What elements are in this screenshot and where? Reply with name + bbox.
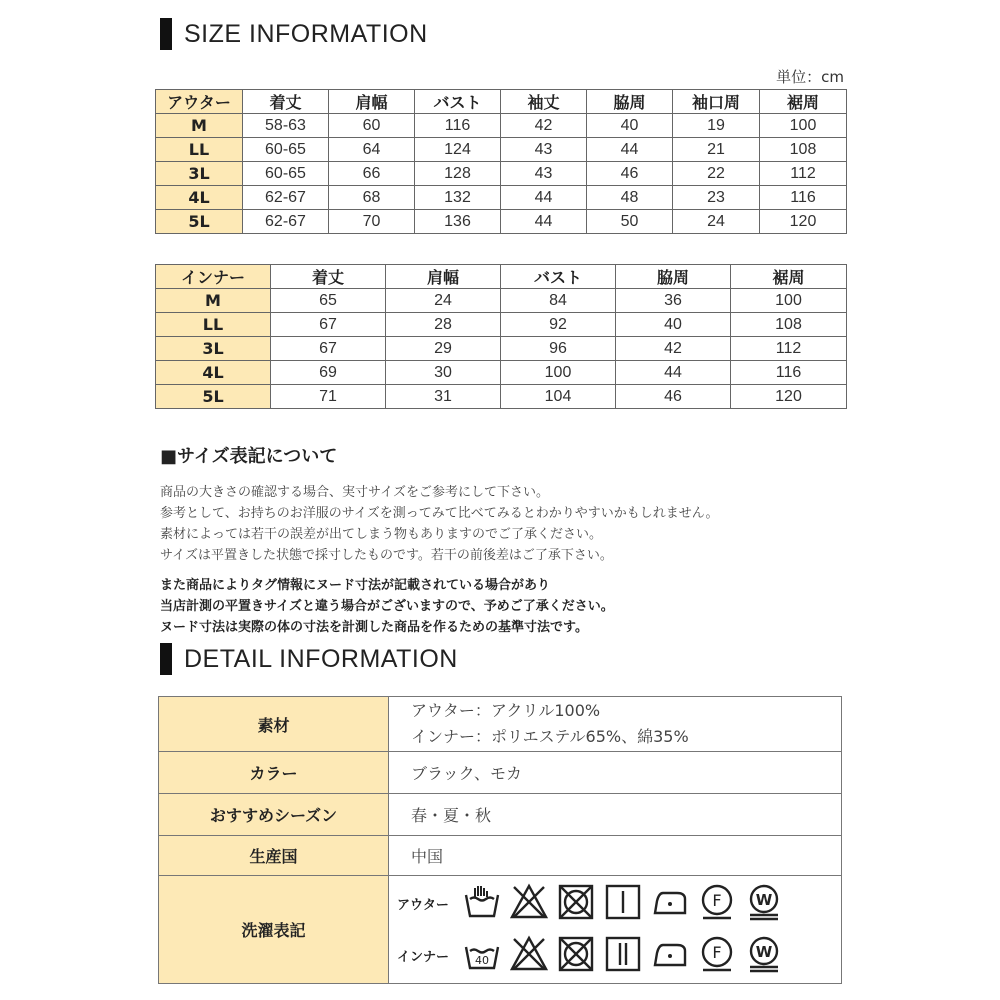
table-cell: 43: [501, 162, 587, 186]
size-label: LL: [156, 138, 243, 162]
table-cell: 21: [673, 138, 760, 162]
table-row: [156, 361, 847, 385]
origin-value: 中国: [389, 836, 842, 876]
color-label: カラー: [159, 752, 389, 794]
table-cell: 30: [386, 361, 501, 385]
note-line: ヌード寸法は実際の体の寸法を計測した商品を作るための基準寸法です。: [160, 620, 588, 635]
season-label: おすすめシーズン: [159, 794, 389, 836]
dry-clean-f-icon: [698, 883, 745, 925]
table-cell: 48: [587, 186, 673, 210]
table-row: [156, 313, 847, 337]
table-cell: 100: [760, 114, 847, 138]
table-cell: 65: [271, 289, 386, 313]
size-notes: [160, 442, 860, 638]
table-cell: 62-67: [243, 210, 329, 234]
size-label: 4L: [156, 186, 243, 210]
table-cell: 67: [271, 313, 386, 337]
table-cell: 24: [386, 289, 501, 313]
no-tumble-dry-icon: [557, 935, 604, 977]
column-header: バスト: [415, 90, 501, 114]
svg-text:40: 40: [475, 953, 489, 967]
table-cell: 44: [501, 210, 587, 234]
table-cell: 116: [731, 361, 847, 385]
table-cell: 96: [501, 337, 616, 361]
table-cell: 44: [587, 138, 673, 162]
material-line: アウター：アクリル100%: [411, 701, 601, 720]
table-row: [156, 210, 847, 234]
table-cell: 19: [673, 114, 760, 138]
table-cell: 42: [616, 337, 731, 361]
size-label: 3L: [156, 337, 271, 361]
size-label: LL: [156, 313, 271, 337]
size-section-header: [160, 18, 428, 50]
table-row: [156, 289, 847, 313]
no-tumble-dry-icon: [557, 883, 604, 925]
inner-header-row: [156, 265, 847, 289]
table-cell: 100: [501, 361, 616, 385]
column-header: 着丈: [271, 265, 386, 289]
notes-title: ■サイズ表記について: [160, 446, 338, 467]
care-icons: [463, 935, 792, 977]
table-cell: 69: [271, 361, 386, 385]
care-value: [389, 876, 842, 984]
iron-low-icon: [651, 935, 698, 977]
line-dry-icon: [604, 883, 651, 925]
column-header: 脇周: [616, 265, 731, 289]
table-cell: 60: [329, 114, 415, 138]
table-cell: 104: [501, 385, 616, 409]
table-cell: 23: [673, 186, 760, 210]
column-header: 袖口周: [673, 90, 760, 114]
no-bleach-icon: [510, 883, 557, 925]
column-header: バスト: [501, 265, 616, 289]
table-cell: 36: [616, 289, 731, 313]
table-cell: 40: [587, 114, 673, 138]
color-value: ブラック、モカ: [389, 752, 842, 794]
table-cell: 136: [415, 210, 501, 234]
table-cell: 62-67: [243, 186, 329, 210]
care-row: [159, 876, 842, 984]
column-header: 裾周: [760, 90, 847, 114]
svg-text:F: F: [712, 942, 722, 962]
table-cell: 29: [386, 337, 501, 361]
table-cell: 31: [386, 385, 501, 409]
table-cell: 24: [673, 210, 760, 234]
table-cell: 120: [760, 210, 847, 234]
material-row: [159, 697, 842, 752]
unit-label: 単位：cm: [776, 68, 844, 86]
wash-40-icon: [463, 935, 510, 977]
column-header: 袖丈: [501, 90, 587, 114]
care-row-label: アウター: [397, 898, 449, 913]
inner-size-table: [155, 264, 847, 409]
table-cell: 40: [616, 313, 731, 337]
hand-wash-icon: [463, 883, 510, 925]
table-cell: 124: [415, 138, 501, 162]
table-cell: 71: [271, 385, 386, 409]
care-label: 洗濯表記: [159, 876, 389, 984]
table-cell: 92: [501, 313, 616, 337]
header-bar: [160, 643, 172, 675]
notes-bold-lines: [160, 575, 860, 638]
table-cell: 50: [587, 210, 673, 234]
drip-dry-icon: [604, 935, 651, 977]
table-cell: 100: [731, 289, 847, 313]
note-line: また商品によりタグ情報にヌード寸法が記載されている場合があり: [160, 578, 551, 593]
table-cell: 28: [386, 313, 501, 337]
material-value: [389, 697, 842, 752]
detail-table: [158, 696, 842, 984]
table-cell: 44: [501, 186, 587, 210]
iron-low-icon: [651, 883, 698, 925]
wet-clean-w-icon: [745, 883, 792, 925]
inner-body: [156, 289, 847, 409]
outer-table-corner: アウター: [156, 90, 243, 114]
table-cell: 112: [731, 337, 847, 361]
column-header: 脇周: [587, 90, 673, 114]
material-line: インナー：ポリエステル65%、綿35%: [411, 727, 689, 746]
table-cell: 46: [587, 162, 673, 186]
color-row: [159, 752, 842, 794]
svg-text:F: F: [712, 890, 722, 910]
table-cell: 108: [731, 313, 847, 337]
detail-section-title: DETAIL INFORMATION: [184, 644, 458, 673]
table-row: [156, 385, 847, 409]
table-cell: 46: [616, 385, 731, 409]
care-row-outer: [397, 878, 840, 930]
svg-text:W: W: [755, 942, 773, 961]
column-header: 肩幅: [329, 90, 415, 114]
table-cell: 44: [616, 361, 731, 385]
table-cell: 60-65: [243, 162, 329, 186]
table-cell: 67: [271, 337, 386, 361]
table-cell: 112: [760, 162, 847, 186]
care-row-label: インナー: [397, 950, 450, 965]
table-cell: 43: [501, 138, 587, 162]
table-cell: 108: [760, 138, 847, 162]
wet-clean-w-icon: [745, 935, 792, 977]
table-cell: 132: [415, 186, 501, 210]
table-cell: 116: [760, 186, 847, 210]
table-cell: 116: [415, 114, 501, 138]
table-cell: 66: [329, 162, 415, 186]
care-icons: [463, 883, 792, 925]
size-label: 3L: [156, 162, 243, 186]
note-line: 参考として、お持ちのお洋服のサイズを測ってみて比べてみるとわかりやすいかもしれません。: [160, 506, 719, 521]
size-label: 4L: [156, 361, 271, 385]
table-cell: 68: [329, 186, 415, 210]
size-label: M: [156, 114, 243, 138]
season-row: [159, 794, 842, 836]
care-row-inner: [397, 930, 840, 982]
size-section-title: SIZE INFORMATION: [184, 19, 428, 48]
note-line: 当店計測の平置きサイズと違う場合がございますので、予めご了承ください。: [160, 599, 614, 614]
outer-size-table: [155, 89, 847, 234]
table-cell: 42: [501, 114, 587, 138]
note-line: サイズは平置きした状態で採寸したものです。若干の前後差はご了承下さい。: [160, 548, 613, 563]
column-header: 着丈: [243, 90, 329, 114]
inner-table-corner: インナー: [156, 265, 271, 289]
notes-lines: [160, 482, 860, 566]
table-row: [156, 114, 847, 138]
origin-row: [159, 836, 842, 876]
table-cell: 84: [501, 289, 616, 313]
table-row: [156, 337, 847, 361]
column-header: 肩幅: [386, 265, 501, 289]
detail-section-header: [160, 643, 458, 675]
table-cell: 60-65: [243, 138, 329, 162]
note-line: 素材によっては若干の誤差が出てしまう物もありますのでご了承ください。: [160, 527, 603, 542]
table-cell: 58-63: [243, 114, 329, 138]
outer-header-row: [156, 90, 847, 114]
table-row: [156, 138, 847, 162]
dry-clean-f-icon: [698, 935, 745, 977]
table-cell: 22: [673, 162, 760, 186]
season-value: 春・夏・秋: [389, 794, 842, 836]
size-label: M: [156, 289, 271, 313]
material-label: 素材: [159, 697, 389, 752]
origin-label: 生産国: [159, 836, 389, 876]
table-cell: 70: [329, 210, 415, 234]
svg-text:W: W: [755, 890, 773, 909]
header-bar: [160, 18, 172, 50]
column-header: 裾周: [731, 265, 847, 289]
table-row: [156, 186, 847, 210]
note-line: 商品の大きさの確認する場合、実寸サイズをご参考にして下さい。: [160, 485, 549, 500]
size-label: 5L: [156, 385, 271, 409]
table-cell: 120: [731, 385, 847, 409]
table-cell: 128: [415, 162, 501, 186]
table-cell: 64: [329, 138, 415, 162]
no-bleach-icon: [510, 935, 557, 977]
size-label: 5L: [156, 210, 243, 234]
outer-body: [156, 114, 847, 234]
table-row: [156, 162, 847, 186]
